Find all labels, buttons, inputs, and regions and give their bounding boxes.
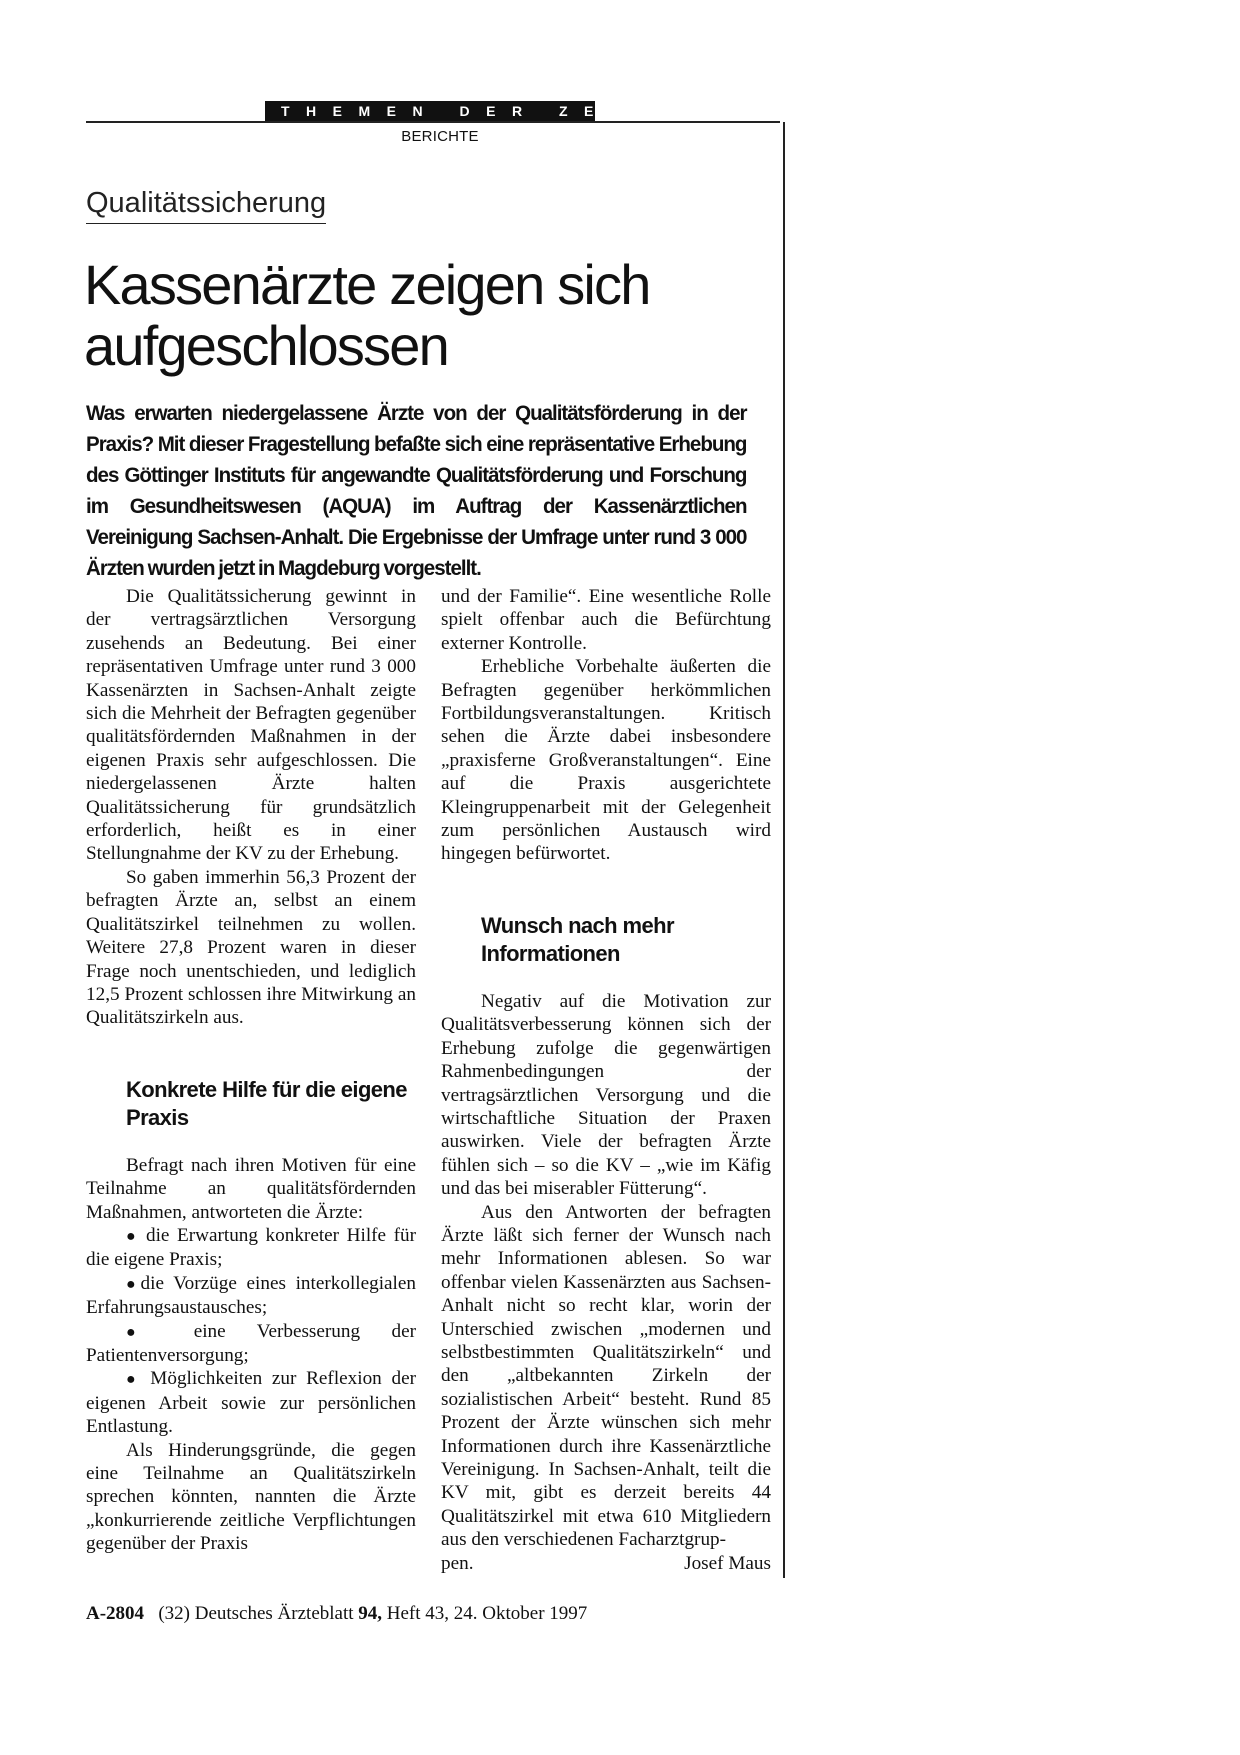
bullet-item: ● die Erwartung konkreter Hilfe für die eigene Praxis; xyxy=(86,1224,416,1271)
header-rule xyxy=(86,121,780,123)
article-kicker: Qualitätssicherung xyxy=(86,187,326,224)
left-column xyxy=(86,585,416,1556)
article-lead: Was erwarten niedergelassene Ärzte von der Qualitätsförderung in der Praxis? Mit dieser Fragestellung befaßte sich eine repräsentative Erhebung des Göttinger Instituts für angewandte Qualitätsförderung und Forschung im Gesundheitswesen (AQUA) im Auftrag der Kassenärztlichen Vereinigung Sachsen-Anhalt. Die Ergebnisse der Umfrage unter rund 3 000 Ärzten wurden jetzt in Magdeburg vorgestellt. xyxy=(86,401,747,580)
journal-name: Deutsches Ärzteblatt xyxy=(194,1603,354,1624)
bullet-icon: ● xyxy=(126,1371,141,1389)
bullet-icon: ● xyxy=(126,1275,141,1293)
body-paragraph: So gaben immerhin 56,3 Prozent der befragten Ärzte an, selbst an einem Qualitätszirkel teilnehmen zu wollen. Weitere 27,8 Prozent waren in dieser Frage noch unentschieden, und lediglich 12,5 Prozent schlossen ihre Mitwirkung an Qualitätszirkeln aus. xyxy=(86,866,416,1029)
body-paragraph: Als Hinderungsgründe, die gegen eine Teilnahme an Qualitätszirkeln sprechen könnten, nannten die Ärzte „konkurrierende zeitliche Verpflichtungen gegenüber der Praxis xyxy=(86,1439,416,1555)
body-paragraph: Negativ auf die Motivation zur Qualitätsverbesserung können sich der Erhebung zufolge die gegenwärtigen Rahmenbedingungen der vertragsärztlichen Versorgung und die wirtschaftliche Situation der Praxen auswirken. Viele der befragten Ärzte fühlen sich – so die KV – „wie im Käfig und das bei miserabler Fütterung“. xyxy=(441,990,771,1200)
page-footer xyxy=(86,1603,587,1625)
article-headline: Kassenärzte zeigen sich aufgeschlossen xyxy=(84,253,650,377)
body-paragraph: Die Qualitätssicherung gewinnt in der vertragsärztlichen Versorgung zusehends an Bedeutung. Bei einer repräsentativen Umfrage unter rund 3 000 Kassenärzten in Sachsen-Anhalt zeigte sich die Mehrheit der Befragten gegenüber qualitätsfördernden Maßnahmen in der eigenen Praxis sehr aufgeschlossen. Die niedergelassenen Ärzte halten Qualitätssicherung für grundsätzlich erforderlich, heißt es in einer Stellungnahme der KV zu der Erhebung. xyxy=(86,586,416,865)
subheading: Wunsch nach mehr Informationen xyxy=(481,912,674,966)
body-paragraph: Befragt nach ihren Motiven für eine Teilnahme an qualitätsfördernden Maßnahmen, antworteten die Ärzte: xyxy=(86,1154,416,1223)
bullet-icon: ● xyxy=(126,1323,163,1341)
section-label: THEMEN DER ZEIT xyxy=(265,101,595,121)
subheading: Konkrete Hilfe für die eigene Praxis xyxy=(126,1076,407,1130)
volume: 94, xyxy=(358,1603,383,1624)
body-paragraph: Aus den Antworten der befragten Ärzte läßt sich ferner der Wunsch nach mehr Informationen ablesen. So war offenbar vielen Kassenärzten aus Sachsen-Anhalt nicht so recht klar, worin der Unterschied zwischen „modernen und selbstbestimmten Qualitätszirkeln“ und den „altbekannten Zirkeln der sozialistischen Arbeit“ besteht. Rund 85 Prozent der Ärzte wünschen sich mehr Informationen durch ihre Kassenärztliche Vereinigung. In Sachsen-Anhalt, teilt die KV mit, gibt es derzeit bereits 44 Qualitätszirkel mit etwa 610 Mitgliedern aus den verschiedenen Facharztgrup- xyxy=(441,1201,771,1551)
body-paragraph: Erhebliche Vorbehalte äußerten die Befragten gegenüber herkömmlichen Fortbildungsveranstaltungen. Kritisch sehen die Ärzte dabei insbesondere „praxisferne Großveranstaltungen“. Eine auf die Praxis ausgerichtete Kleingruppenarbeit mit der Gelegenheit zum persönlichen Austausch wird hingegen befürwortet. xyxy=(441,656,771,865)
bullet-icon: ● xyxy=(126,1227,139,1245)
bullet-item: ● Möglichkeiten zur Reflexion der eigenen Arbeit sowie zur persönlichen Entlastung. xyxy=(86,1368,416,1438)
author-name: Josef Maus xyxy=(684,1552,771,1574)
paragraph-end: pen. xyxy=(441,1552,474,1574)
bullet-item: ● eine Verbesserung der Patientenversorgung; xyxy=(86,1320,416,1366)
signature-line xyxy=(441,1552,771,1575)
issue-date: Heft 43, 24. Oktober 1997 xyxy=(386,1603,588,1624)
body-paragraph: und der Familie“. Eine wesentliche Rolle spielt offenbar auch die Befürchtung externer Kontrolle. xyxy=(441,586,771,654)
bullet-item: ●die Vorzüge eines interkollegialen Erfahrungsaustausches; xyxy=(86,1272,417,1319)
subsection-label: BERICHTE xyxy=(401,128,479,145)
issue-page: (32) xyxy=(158,1603,190,1624)
page-number: A-2804 xyxy=(86,1603,145,1624)
right-column xyxy=(441,585,771,1575)
